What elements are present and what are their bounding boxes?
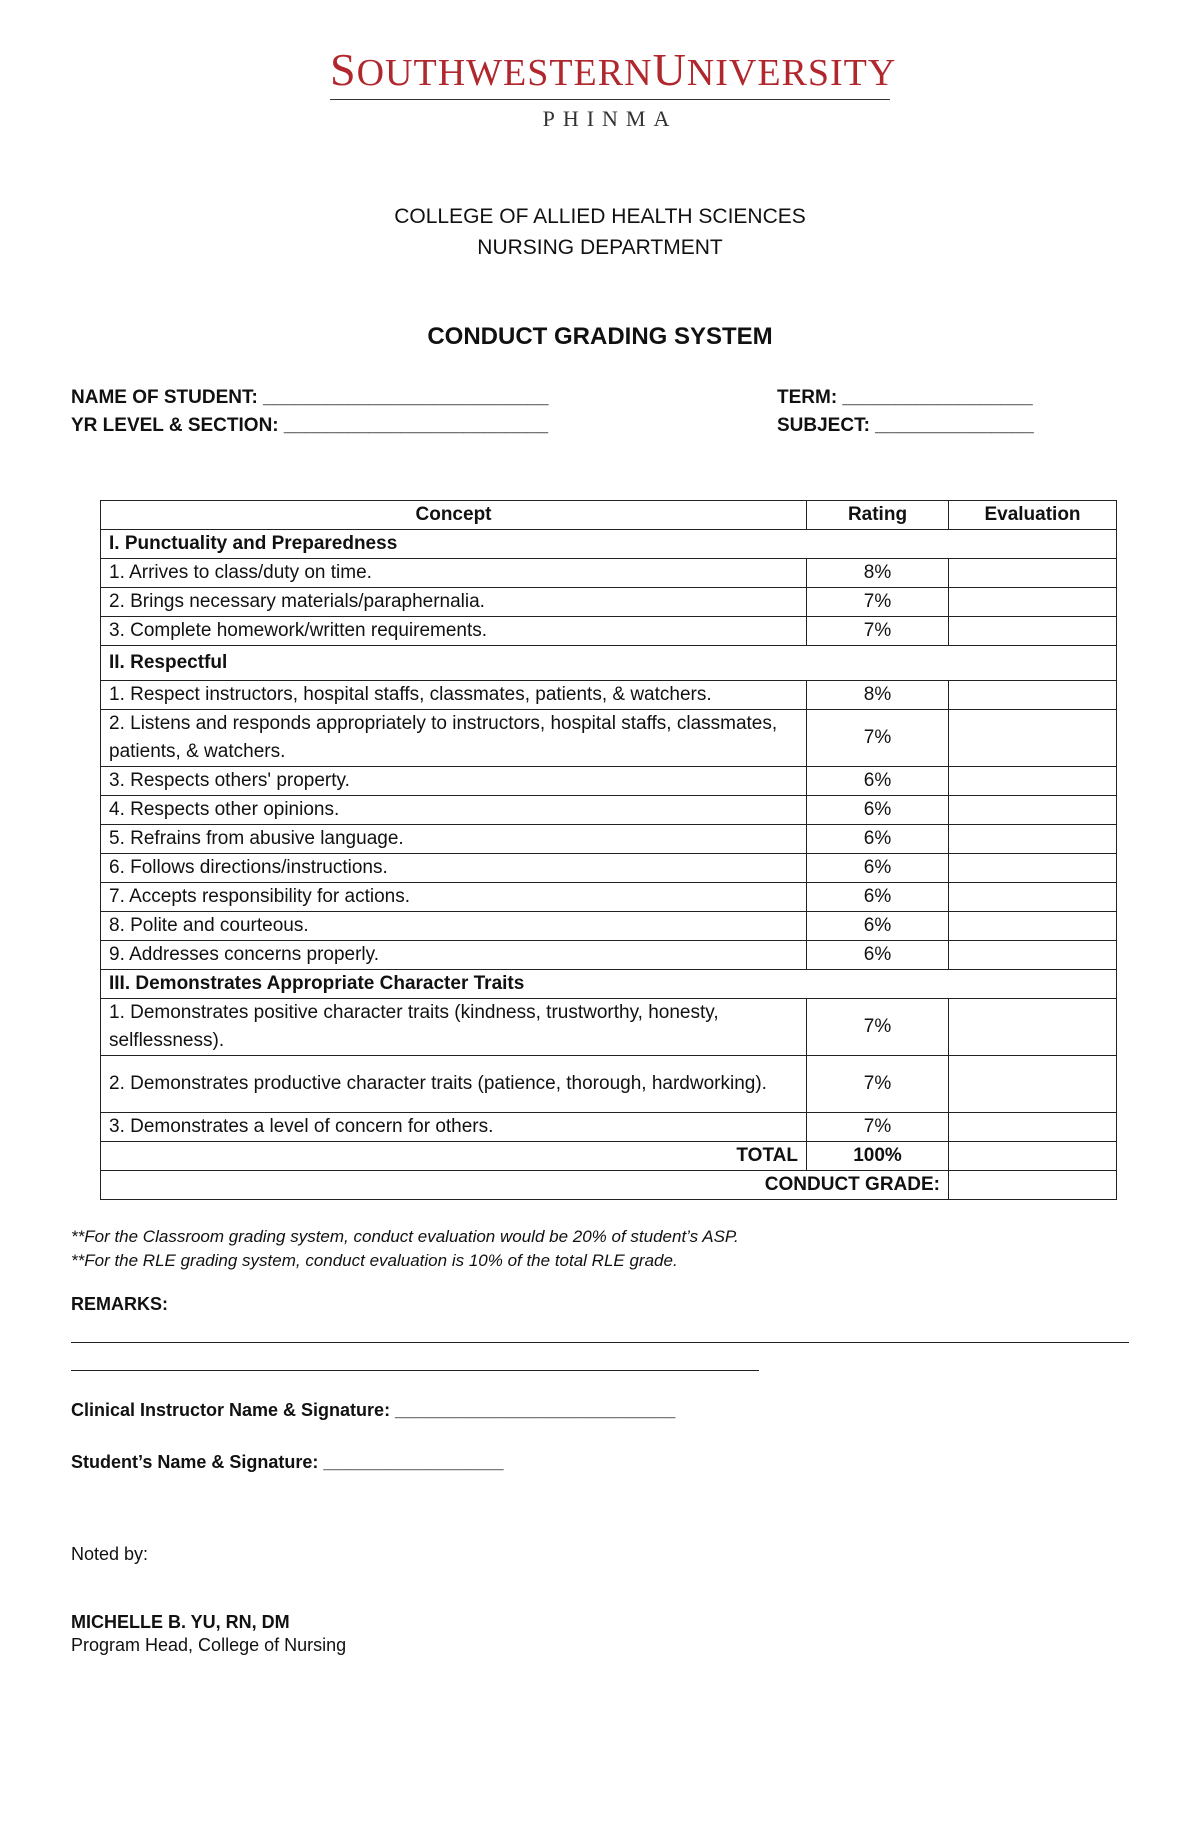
rating-cell: 7% (807, 1056, 949, 1113)
rating-cell: 6% (807, 912, 949, 941)
header-concept: Concept (101, 501, 807, 530)
section-row (101, 646, 1117, 681)
table-row (101, 854, 1117, 883)
table-row (101, 681, 1117, 710)
rating-cell: 7% (807, 999, 949, 1056)
concept-cell: 9. Addresses concerns properly. (101, 941, 807, 970)
rating-cell: 7% (807, 617, 949, 646)
remarks-label: REMARKS: (71, 1294, 168, 1314)
conduct-grade-label: CONDUCT GRADE: (101, 1171, 949, 1200)
concept-cell: 2. Demonstrates productive character traits (patience, thorough, hardworking). (101, 1056, 807, 1113)
total-evaluation-cell[interactable] (949, 1142, 1117, 1171)
university-name (330, 44, 897, 95)
noted-by-label: Noted by: (71, 1544, 149, 1564)
concept-cell: 3. Complete homework/written requirements. (101, 617, 807, 646)
rating-cell: 7% (807, 1113, 949, 1142)
logo-subtitle: PHINMA (542, 106, 678, 131)
concept-cell: 7. Accepts responsibility for actions. (101, 883, 807, 912)
rating-cell: 6% (807, 941, 949, 970)
rating-cell: 7% (807, 710, 949, 767)
evaluation-cell[interactable] (949, 999, 1117, 1056)
evaluation-cell[interactable] (949, 617, 1117, 646)
concept-cell: 1. Respect instructors, hospital staffs, classmates, patients, & watchers. (101, 681, 807, 710)
evaluation-cell[interactable] (949, 825, 1117, 854)
term-field[interactable]: TERM: __________________ (777, 387, 1033, 408)
concept-cell: 4. Respects other opinions. (101, 796, 807, 825)
program-head-title: Program Head, College of Nursing (71, 1635, 347, 1655)
student-signature-field[interactable]: Student’s Name & Signature: __________________ (71, 1452, 504, 1472)
table-row (101, 1113, 1117, 1142)
evaluation-cell[interactable] (949, 710, 1117, 767)
concept-cell: 8. Polite and courteous. (101, 912, 807, 941)
evaluation-cell[interactable] (949, 883, 1117, 912)
header-rating: Rating (807, 501, 949, 530)
evaluation-cell[interactable] (949, 681, 1117, 710)
section-title: I. Punctuality and Preparedness (101, 530, 1117, 559)
rating-cell: 6% (807, 883, 949, 912)
college-name: COLLEGE OF ALLIED HEALTH SCIENCES (394, 205, 806, 228)
university-logo (330, 44, 897, 132)
evaluation-cell[interactable] (949, 941, 1117, 970)
table-row (101, 588, 1117, 617)
concept-cell: 3. Demonstrates a level of concern for others. (101, 1113, 807, 1142)
table-row (101, 617, 1117, 646)
total-row (101, 1142, 1117, 1171)
evaluation-cell[interactable] (949, 1113, 1117, 1142)
table-row (101, 796, 1117, 825)
page-title: CONDUCT GRADING SYSTEM (427, 323, 773, 350)
student-name-field[interactable]: NAME OF STUDENT: ___________________________ (71, 387, 549, 408)
table-row (101, 941, 1117, 970)
year-section-field[interactable]: YR LEVEL & SECTION: _________________________ (71, 415, 549, 436)
table-row (101, 559, 1117, 588)
evaluation-cell[interactable] (949, 767, 1117, 796)
rating-cell: 6% (807, 854, 949, 883)
section-title: III. Demonstrates Appropriate Character Traits (101, 970, 1117, 999)
rating-cell: 8% (807, 681, 949, 710)
table-row (101, 1056, 1117, 1113)
note-classroom: **For the Classroom grading system, conduct evaluation would be 20% of student’s ASP. (71, 1227, 739, 1246)
rating-cell: 8% (807, 559, 949, 588)
total-label: TOTAL (101, 1142, 807, 1171)
concept-cell: 1. Demonstrates positive character traits (kindness, trustworthy, honesty, selflessness). (101, 999, 807, 1056)
table-row (101, 710, 1117, 767)
program-head-name: MICHELLE B. YU, RN, DM (71, 1612, 290, 1632)
concept-cell: 2. Brings necessary materials/paraphernalia. (101, 588, 807, 617)
rating-cell: 6% (807, 825, 949, 854)
evaluation-cell[interactable] (949, 588, 1117, 617)
conduct-table (100, 500, 1117, 1200)
department-name: NURSING DEPARTMENT (477, 236, 723, 259)
instructor-signature-field[interactable]: Clinical Instructor Name & Signature: ____________________________ (71, 1400, 676, 1420)
table-row (101, 999, 1117, 1056)
table-row (101, 912, 1117, 941)
grading-notes (71, 1225, 739, 1273)
logo-word-university: NIVERSITY (686, 52, 897, 94)
remarks-line[interactable] (71, 1342, 1129, 1343)
logo-word-southwestern: OUTHWESTERN (356, 52, 653, 94)
logo-divider (330, 99, 890, 100)
section-title: II. Respectful (101, 646, 1117, 681)
remarks-line[interactable] (71, 1370, 759, 1371)
section-row (101, 970, 1117, 999)
rating-cell: 6% (807, 767, 949, 796)
total-value: 100% (807, 1142, 949, 1171)
logo-initial-u: U (652, 44, 687, 95)
logo-initial-s: S (330, 44, 357, 95)
college-heading (0, 201, 1200, 263)
evaluation-cell[interactable] (949, 854, 1117, 883)
table-header-row (101, 501, 1117, 530)
concept-cell: 3. Respects others' property. (101, 767, 807, 796)
rating-cell: 7% (807, 588, 949, 617)
rating-cell: 6% (807, 796, 949, 825)
table-row (101, 767, 1117, 796)
table-row (101, 883, 1117, 912)
evaluation-cell[interactable] (949, 1056, 1117, 1113)
concept-cell: 2. Listens and responds appropriately to instructors, hospital staffs, classmates, patients, & watchers. (101, 710, 807, 767)
section-row (101, 530, 1117, 559)
evaluation-cell[interactable] (949, 796, 1117, 825)
evaluation-cell[interactable] (949, 912, 1117, 941)
conduct-grade-row (101, 1171, 1117, 1200)
subject-field[interactable]: SUBJECT: _______________ (777, 415, 1034, 436)
concept-cell: 5. Refrains from abusive language. (101, 825, 807, 854)
conduct-grade-cell[interactable] (949, 1171, 1117, 1200)
evaluation-cell[interactable] (949, 559, 1117, 588)
concept-cell: 6. Follows directions/instructions. (101, 854, 807, 883)
table-row (101, 825, 1117, 854)
header-evaluation: Evaluation (949, 501, 1117, 530)
note-rle: **For the RLE grading system, conduct evaluation is 10% of the total RLE grade. (71, 1251, 678, 1270)
concept-cell: 1. Arrives to class/duty on time. (101, 559, 807, 588)
